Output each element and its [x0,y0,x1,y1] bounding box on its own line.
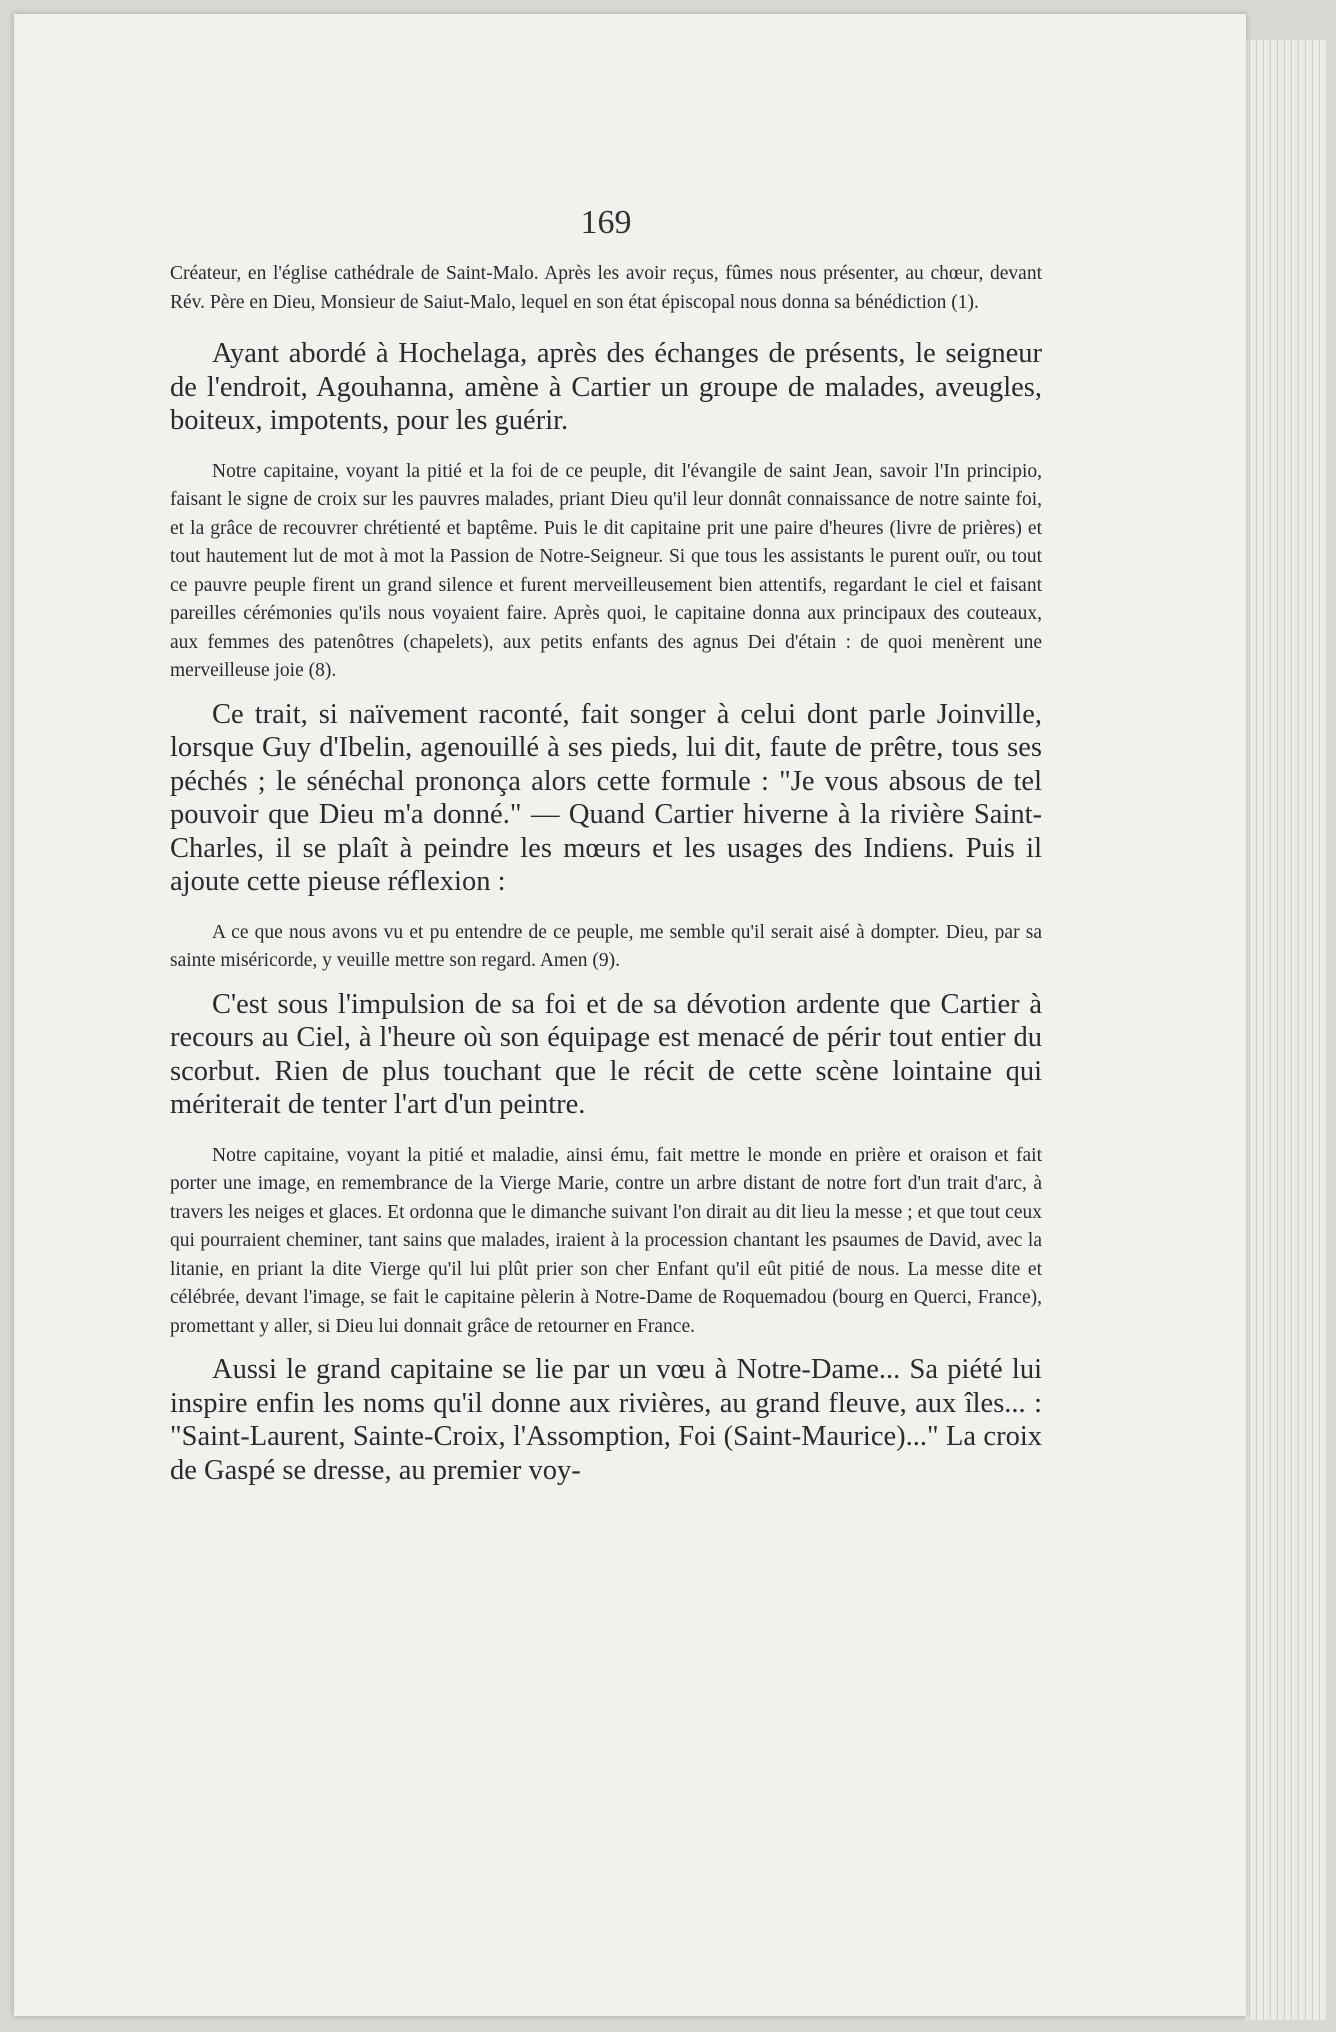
page-number: 169 [580,204,632,241]
body-paragraph-4: Aussi le grand capitaine se lie par un vœu à Notre-Dame... Sa piété lui inspire enfin les noms qu'il donne aux rivières, au grand fleuve, aux îles... : "Saint-Laurent, Sainte-Croix, l'Assomption, Foi (Saint-Maurice)..." La croix de Gaspé se dresse, au premier voy- [170,1354,1042,1486]
quote-paragraph-2: Notre capitaine, voyant la pitié et la foi de ce peuple, dit l'évangile de saint Jean, savoir l'In principio, faisant le signe de croix sur les pauvres malades, priant Dieu qu'il leur donnât connaissance de notre sainte foi, et la grâce de recouvrer chrétienté et baptême. Puis le dit capitaine prit une paire d'heures (livre de prières) et tout hautement lut de mot à mot la Passion de Notre-Seigneur. Si que tous les assistants le purent ouïr, ou tout ce pauvre peuple firent un grand silence et furent merveilleusement bien attentifs, regardant le ciel et faisant pareilles cérémonies qu'ils nous voyaient faire. Après quoi, le capitaine donna aux principaux des couteaux, aux femmes des patenôtres (chapelets), aux petits enfants des agnus Dei d'étain : de quoi menèrent une merveilleuse joie (8). [170,460,1042,681]
body-paragraph-2: Ce trait, si naïvement raconté, fait songer à celui dont parle Joinville, lorsque Guy d'Ibelin, agenouillé à ses pieds, lui dit, faute de prêtre, tous ses péchés ; le sénéchal prononça alors cette formule : "Je vous absous de tel pouvoir que Dieu m'a donné." — Quand Cartier hiverne à la rivière Saint-Charles, il se plaît à peindre les mœurs et les usages des Indiens. Puis il ajoute cette pieuse réflexion : [170,698,1042,897]
quote-paragraph-3: A ce que nous avons vu et pu entendre de ce peuple, me semble qu'il serait aisé à dompter. Dieu, par sa sainte miséricorde, y veuille mettre son regard. Amen (9). [170,921,1042,971]
quote-paragraph-4: Notre capitaine, voyant la pitié et maladie, ainsi ému, fait mettre le monde en prière et oraison et fait porter une image, en remembrance de la Vierge Marie, contre un arbre distant de notre fort d'un trait d'arc, à travers les neiges et glaces. Et ordonna que le dimanche suivant l'on dirait au dit lieu la messe ; et que tout ceux qui pourraient cheminer, tant sains que malades, iraient à la procession chantant les psaumes de David, avec la litanie, en priant la dite Vierge qu'il lui plût prier son cher Enfant qu'il eût pitié de nous. La messe dite et célébrée, devant l'image, se fait le capitaine pèlerin à Notre-Dame de Roquemadou (bourg en Querci, France), promettant y aller, si Dieu lui donnait grâce de retourner en France. [170,1144,1042,1337]
quote-paragraph-1: Créateur, en l'église cathédrale de Saint-Malo. Après les avoir reçus, fûmes nous présenter, au chœur, devant Rév. Père en Dieu, Monsieur de Saiut-Malo, lequel en son état épiscopal nous donna sa bénédiction (1). [170,263,1042,313]
body-paragraph-1: Ayant abordé à Hochelaga, après des échanges de présents, le seigneur de l'endroit, Agouhanna, amène à Cartier un groupe de malades, aveugles, boiteux, impotents, pour les guérir. [170,338,1042,436]
book-page [14,14,1246,2016]
text-block [170,204,1042,1487]
body-paragraph-3: C'est sous l'impulsion de sa foi et de sa dévotion ardente que Cartier à recours au Ciel, à l'heure où son équipage est menacé de périr tout entier du scorbut. Rien de plus touchant que le récit de cette scène lointaine qui mériterait de tenter l'art d'un peintre. [170,988,1042,1120]
page-edge [1246,40,1326,2020]
